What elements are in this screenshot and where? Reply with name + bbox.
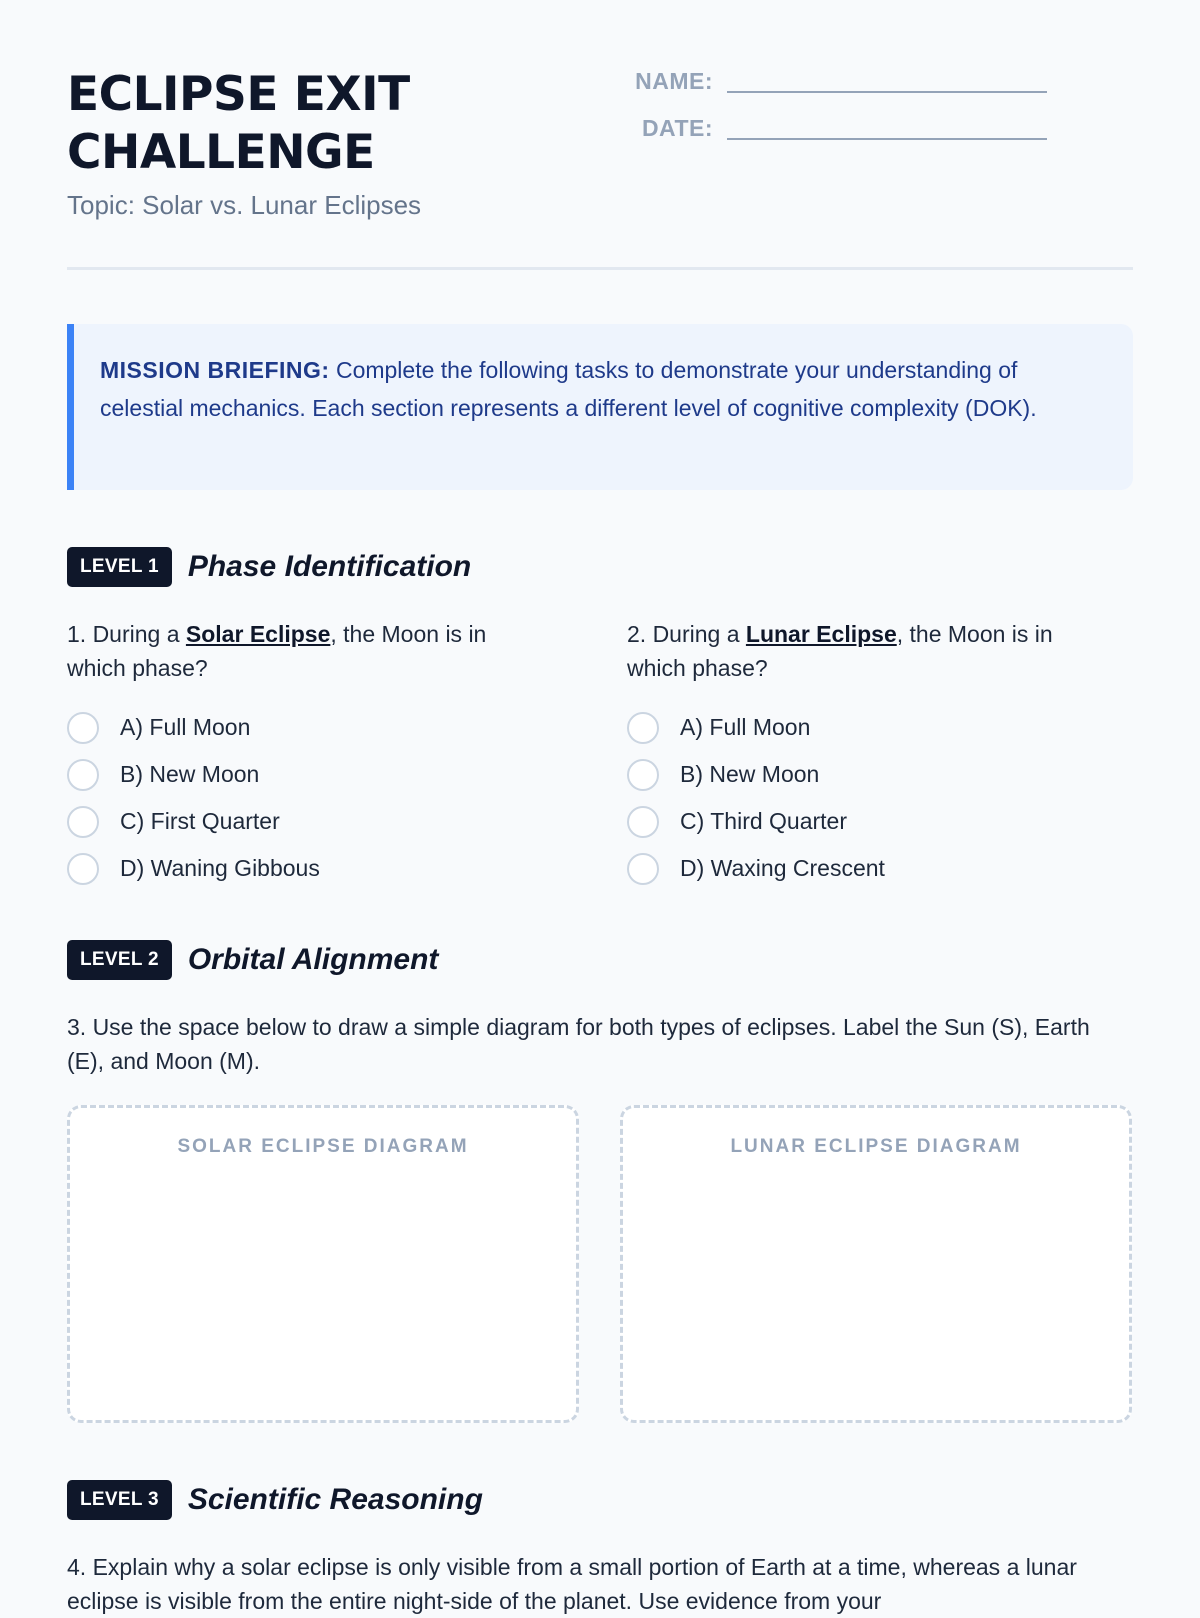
question-2 <box>627 617 1107 685</box>
level-3-title: Scientific Reasoning <box>187 1483 483 1516</box>
radio-button[interactable] <box>627 806 659 838</box>
radio-button[interactable] <box>67 759 99 791</box>
q1-prefix: 1. During a <box>67 621 186 647</box>
radio-button[interactable] <box>67 806 99 838</box>
q1-emphasis: Solar Eclipse <box>185 621 331 647</box>
question-1-options <box>67 704 320 892</box>
date-input-line[interactable] <box>727 138 1047 140</box>
question-2-options <box>627 704 885 892</box>
question-3: 3. Use the space below to draw a simple diagram for both types of eclipses. Label the Sun (S), Earth (E), and Moon (M). <box>67 1014 1090 1074</box>
q1-option-b[interactable] <box>67 751 320 798</box>
name-input-line[interactable] <box>727 91 1047 93</box>
option-label: B) New Moon <box>120 761 260 787</box>
date-field <box>613 115 1047 142</box>
briefing-label: MISSION BRIEFING: <box>100 357 330 383</box>
option-label: D) Waning Gibbous <box>120 855 320 881</box>
title-line-2: CHALLENGE <box>67 125 375 180</box>
name-label: NAME: <box>635 68 713 94</box>
option-label: A) Full Moon <box>120 714 251 740</box>
q1-option-a[interactable] <box>67 704 320 751</box>
name-field <box>613 68 1047 95</box>
radio-button[interactable] <box>67 853 99 885</box>
q1-option-d[interactable] <box>67 845 320 892</box>
option-label: C) Third Quarter <box>680 808 848 834</box>
solar-diagram-label: SOLAR ECLIPSE DIAGRAM <box>177 1136 469 1157</box>
lunar-diagram-label: LUNAR ECLIPSE DIAGRAM <box>730 1136 1022 1157</box>
header-divider <box>67 267 1133 270</box>
level-1-title: Phase Identification <box>187 550 472 583</box>
q2-option-a[interactable] <box>627 704 885 751</box>
level-2-title: Orbital Alignment <box>187 943 439 976</box>
question-4: 4. Explain why a solar eclipse is only visible from a small portion of Earth at a time, whereas a lunar eclipse is visible from the entire night-side of the planet. Use evidence from your <box>67 1554 1077 1614</box>
solar-eclipse-drawing-area[interactable] <box>67 1105 579 1423</box>
q2-emphasis: Lunar Eclipse <box>745 621 897 647</box>
radio-button[interactable] <box>67 712 99 744</box>
option-label: D) Waxing Crescent <box>680 855 885 881</box>
mission-briefing <box>67 324 1133 490</box>
radio-button[interactable] <box>627 759 659 791</box>
question-1 <box>67 617 537 685</box>
level-1-badge: LEVEL 1 <box>67 547 172 587</box>
radio-button[interactable] <box>627 712 659 744</box>
briefing-text: Complete the following tasks to demonstrate your understanding of celestial mechanics. Each section represents a different level of cognitive complexity (DOK). <box>100 357 1037 421</box>
q2-option-d[interactable] <box>627 845 885 892</box>
option-label: A) Full Moon <box>680 714 811 740</box>
level-3-badge: LEVEL 3 <box>67 1480 172 1520</box>
q1-suffix: , the Moon is in which phase? <box>67 621 487 681</box>
level-3-header <box>67 1480 483 1520</box>
option-label: B) New Moon <box>680 761 820 787</box>
level-1-header <box>67 547 471 587</box>
option-label: C) First Quarter <box>120 808 280 834</box>
title-line-1: ECLIPSE EXIT <box>67 67 410 122</box>
q2-option-c[interactable] <box>627 798 885 845</box>
page-title <box>67 66 627 182</box>
date-label: DATE: <box>641 115 713 141</box>
level-2-header <box>67 940 438 980</box>
q2-option-b[interactable] <box>627 751 885 798</box>
level-2-badge: LEVEL 2 <box>67 940 172 980</box>
q2-prefix: 2. During a <box>627 621 746 647</box>
lunar-eclipse-drawing-area[interactable] <box>620 1105 1132 1423</box>
topic-subtitle: Topic: Solar vs. Lunar Eclipses <box>67 190 422 220</box>
worksheet-page <box>67 0 1133 1614</box>
radio-button[interactable] <box>627 853 659 885</box>
q1-option-c[interactable] <box>67 798 320 845</box>
q2-suffix: , the Moon is in which phase? <box>627 621 1053 681</box>
